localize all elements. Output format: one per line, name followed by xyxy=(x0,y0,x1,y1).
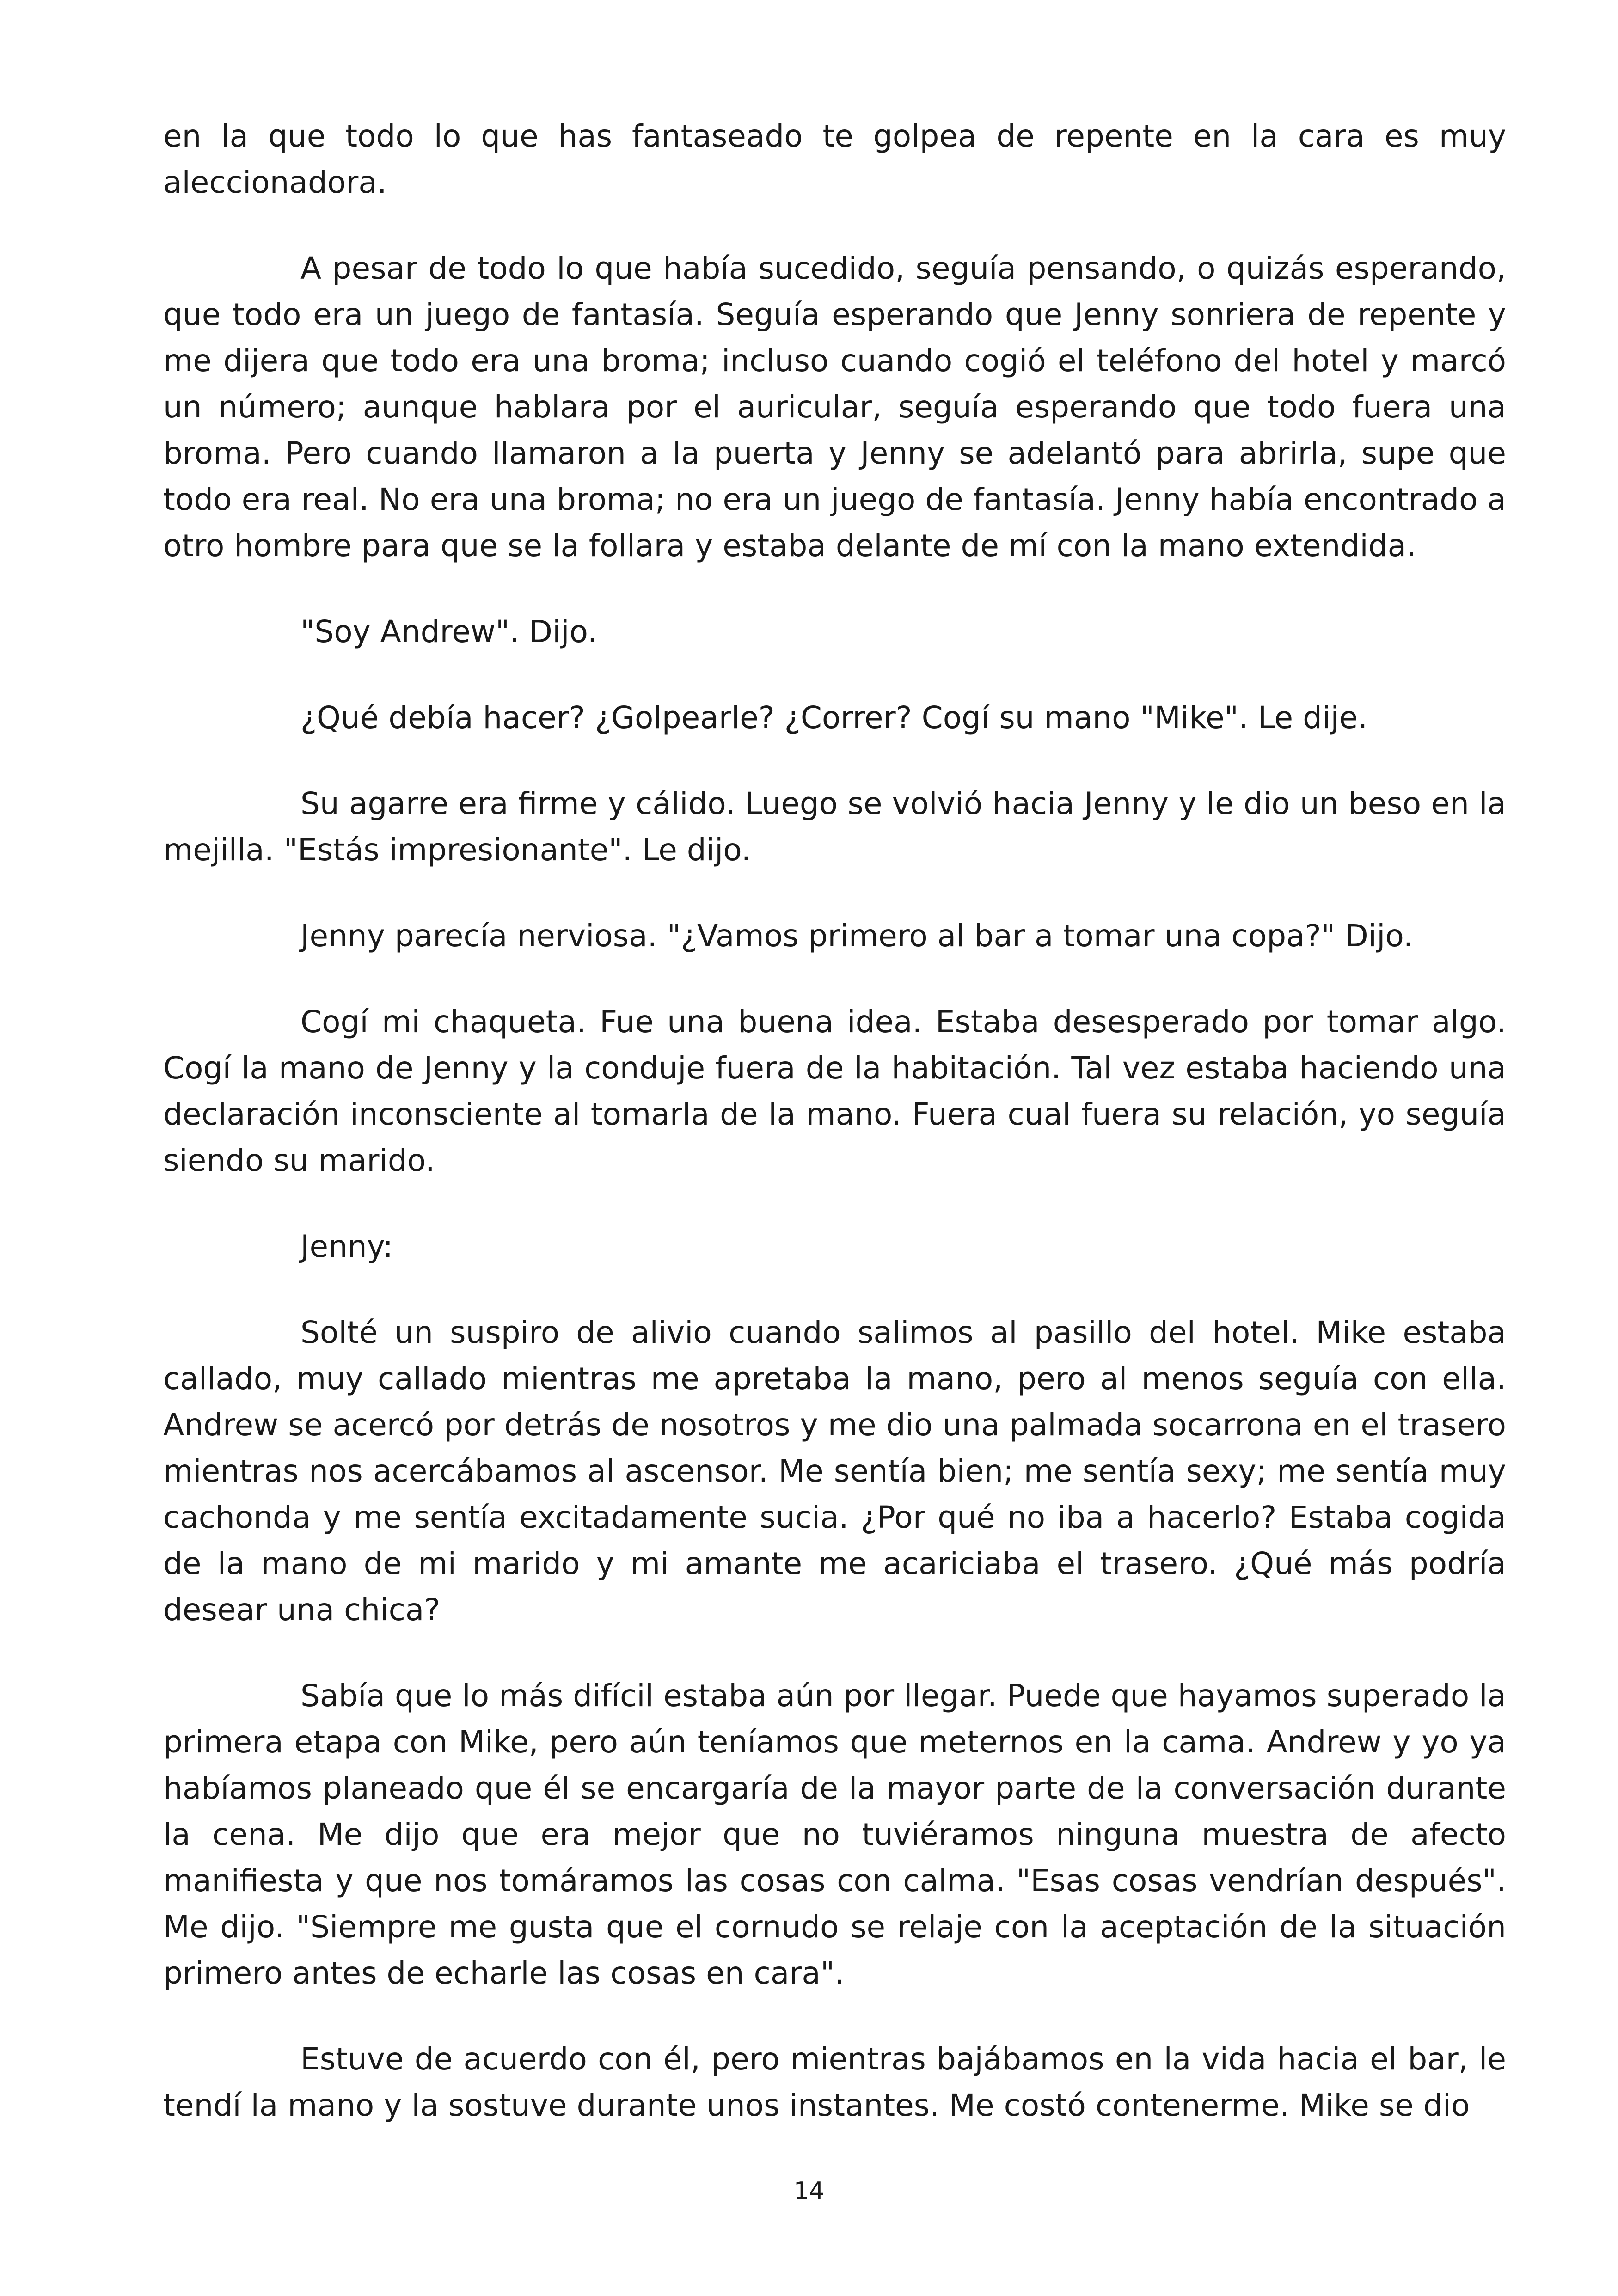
section-speaker-heading: Jenny: xyxy=(300,1229,393,1264)
paragraph-continuation: en la que todo lo que has fantaseado te golpea de repente en la cara es muy aleccionadora. xyxy=(163,118,1506,200)
paragraph-dialogue: "Soy Andrew". Dijo. xyxy=(300,614,597,649)
paragraph: Cogí mi chaqueta. Fue una buena idea. Estaba desesperado por tomar algo. Cogí la mano de Jenny y la conduje fuera de la habitación. Tal vez estaba haciendo una declaración inconsciente al tomarla de la mano. Fuera cual fuera su relación, yo seguía siendo su marido. xyxy=(163,1004,1506,1178)
paragraph: Solté un suspiro de alivio cuando salimos al pasillo del hotel. Mike estaba callado, muy callado mientras me apretaba la mano, pero al menos seguía con ella. Andrew se acercó por detrás de nosotros y me dio una palmada socarrona en el trasero mientras nos acercábamos al ascensor. Me sentía bien; me sentía sexy; me sentía muy cachonda y me sentía excitadamente sucia. ¿Por qué no iba a hacerlo? Estaba cogida de la mano de mi marido y mi amante me acariciaba el trasero. ¿Qué más podría desear una chica? xyxy=(163,1315,1506,1628)
page-number: 14 xyxy=(793,2177,825,2205)
paragraph: ¿Qué debía hacer? ¿Golpearle? ¿Correr? Cogí su mano "Mike". Le dije. xyxy=(300,700,1368,735)
paragraph: Jenny parecía nerviosa. "¿Vamos primero al bar a tomar una copa?" Dijo. xyxy=(300,918,1413,954)
paragraph: Su agarre era firme y cálido. Luego se volvió hacia Jenny y le dio un beso en la mejilla. "Estás impresionante". Le dijo. xyxy=(163,786,1506,868)
body-text xyxy=(163,113,1506,2168)
paragraph-last: Estuve de acuerdo con él, pero mientras bajábamos en la vida hacia el bar, le tendí la mano y la sostuve durante unos instantes. Me costó contenerme. Mike se dio xyxy=(163,2041,1506,2123)
paragraph: Sabía que lo más difícil estaba aún por llegar. Puede que hayamos superado la primera etapa con Mike, pero aún teníamos que meternos en la cama. Andrew y yo ya habíamos planeado que él se encargaría de la mayor parte de la conversación durante la cena. Me dijo que era mejor que no tuviéramos ninguna muestra de afecto manifiesta y que nos tomáramos las cosas con calma. "Esas cosas vendrían después". Me dijo. "Siempre me gusta que el cornudo se relaje con la aceptación de la situación primero antes de echarle las cosas en cara". xyxy=(163,1678,1506,1991)
paragraph: A pesar de todo lo que había sucedido, seguía pensando, o quizás esperando, que todo era un juego de fantasía. Seguía esperando que Jenny sonriera de repente y me dijera que todo era una broma; incluso cuando cogió el teléfono del hotel y marcó un número; aunque hablara por el auricular, seguía esperando que todo fuera una broma. Pero cuando llamaron a la puerta y Jenny se adelantó para abrirla, supe que todo era real. No era una broma; no era un juego de fantasía. Jenny había encontrado a otro hombre para que se la follara y estaba delante de mí con la mano extendida. xyxy=(163,251,1506,563)
